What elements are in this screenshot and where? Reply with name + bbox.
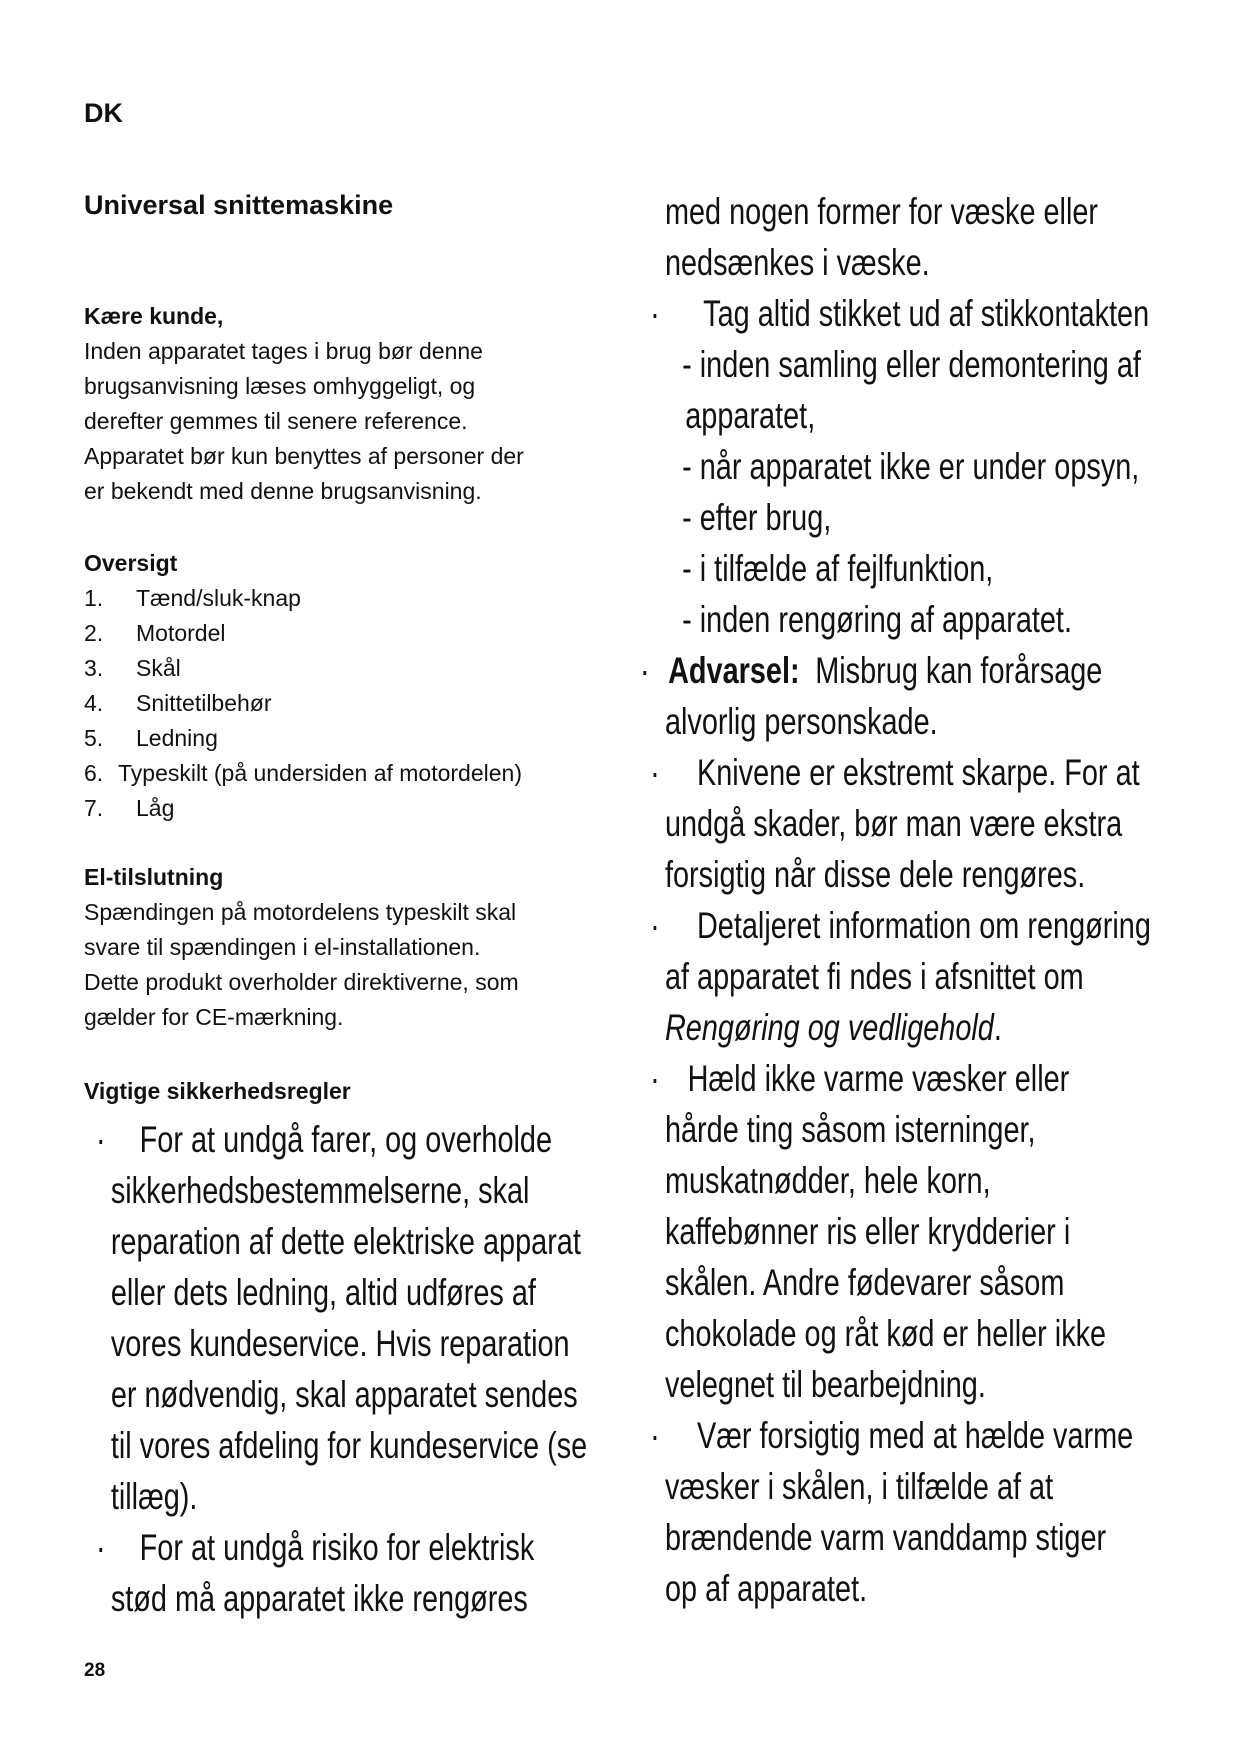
bullet: ·: [650, 1415, 660, 1456]
safety-text-line: tillæg).: [110, 1476, 198, 1517]
safety-text-line: muskatnødder, hele korn,: [664, 1160, 991, 1201]
overview-section: [84, 546, 604, 826]
language-label: DK: [84, 98, 123, 128]
page-title: Universal snittemaskine: [84, 190, 394, 220]
safety-section: [84, 1074, 604, 1109]
safety-text-line: med nogen former for væske eller: [664, 191, 1099, 232]
item-label: Skål: [136, 655, 181, 681]
greeting-line: Inden apparatet tages i brug bør denne: [84, 338, 483, 364]
safety-left-column: [96, 1114, 587, 1624]
electric-line: Spændingen på motordelens typeskilt skal: [84, 899, 517, 925]
list-item: [84, 721, 604, 756]
electric-line: svare til spændingen i el-installationen.: [84, 934, 481, 960]
safety-text-line: stød må apparatet ikke rengøres: [110, 1578, 528, 1619]
bullet: ·: [650, 293, 660, 334]
greeting-line: derefter gemmes til senere reference.: [84, 408, 468, 434]
list-item: [84, 791, 604, 826]
safety-text-line: væsker i skålen, i tilfælde af at: [664, 1466, 1054, 1507]
item-number: 2.: [84, 620, 104, 646]
safety-text-line: · Vær forsigtig med at hælde varme: [640, 1410, 1151, 1461]
safety-text-line: sikkerhedsbestemmelserne, skal: [110, 1170, 530, 1211]
safety-text-line: brændende varm vanddamp stiger: [664, 1517, 1107, 1558]
safety-text-line: forsigtig når disse dele rengøres.: [664, 854, 1086, 895]
safety-title: Vigtige sikkerhedsregler: [84, 1078, 351, 1104]
item-label: Typeskilt (på undersiden af motordelen): [118, 760, 522, 786]
bullet: ·: [96, 1119, 106, 1160]
safety-text-line: · For at undgå risiko for elektrisk: [96, 1522, 587, 1573]
safety-text-line: alvorlig personskade.: [664, 701, 938, 742]
safety-text-line: af apparatet fi ndes i afsnittet om: [664, 956, 1084, 997]
item-number: 6.: [84, 760, 104, 786]
item-number: 1.: [84, 585, 104, 611]
greeting-line: Apparatet bør kun benyttes af personer der: [84, 443, 524, 469]
section-reference: Rengøring og vedligehold: [664, 1007, 994, 1048]
list-item: [84, 616, 604, 651]
safety-text-line: hårde ting såsom isterninger,: [664, 1109, 1036, 1150]
greeting-line: brugsanvisning læses omhyggeligt, og: [84, 373, 476, 399]
safety-text-line: velegnet til bearbejdning.: [664, 1364, 986, 1405]
item-number: 3.: [84, 655, 104, 681]
item-label: Motordel: [136, 620, 226, 646]
safety-text-line: chokolade og råt kød er heller ikke: [664, 1313, 1107, 1354]
item-label: Snittetilbehør: [136, 690, 272, 716]
list-item: [84, 756, 604, 791]
item-number: 7.: [84, 795, 104, 821]
safety-text-line: eller dets ledning, altid udføres af: [110, 1272, 536, 1313]
list-item: [84, 686, 604, 721]
safety-text-line: apparatet,: [685, 395, 816, 436]
safety-right-column: [640, 186, 1151, 1614]
item-label: Tænd/sluk-knap: [136, 585, 301, 611]
greeting-section: [84, 299, 604, 509]
electric-title: El-tilslutning: [84, 864, 224, 890]
safety-text-line: - i tilfælde af fejlfunktion,: [682, 548, 994, 589]
safety-text-line: kaffebønner ris eller krydderier i: [664, 1211, 1071, 1252]
safety-text-line: - når apparatet ikke er under opsyn,: [682, 446, 1140, 487]
greeting-title: Kære kunde,: [84, 303, 224, 329]
safety-text-line: er nødvendig, skal apparatet sendes: [110, 1374, 578, 1415]
item-label: Låg: [136, 795, 175, 821]
safety-text-line: vores kundeservice. Hvis reparation: [110, 1323, 570, 1364]
item-number: 4.: [84, 690, 104, 716]
item-number: 5.: [84, 725, 104, 751]
page-number: 28: [84, 1660, 106, 1681]
list-item: [84, 651, 604, 686]
bullet: ·: [640, 650, 650, 691]
safety-text-line: · Knivene er ekstremt skarpe. For at: [640, 747, 1151, 798]
safety-text-line: · Detaljeret information om rengøring: [640, 900, 1151, 951]
safety-text-line: reparation af dette elektriske apparat: [110, 1221, 581, 1262]
safety-text-line: · Tag altid stikket ud af stikkontakten: [640, 288, 1151, 339]
warning-label: Advarsel:: [668, 650, 800, 691]
safety-text-line: - efter brug,: [682, 497, 832, 538]
electric-line: gælder for CE-mærkning.: [84, 1004, 344, 1030]
list-item: [84, 581, 604, 616]
item-label: Ledning: [136, 725, 218, 751]
safety-text-line: - inden rengøring af apparatet.: [682, 599, 1072, 640]
safety-text-line: skålen. Andre fødevarer såsom: [664, 1262, 1065, 1303]
safety-text-line: · Hæld ikke varme væsker eller: [640, 1053, 1151, 1104]
safety-text-line: - inden samling eller demontering af: [682, 344, 1141, 385]
safety-text-line: op af apparatet.: [664, 1568, 868, 1609]
overview-title: Oversigt: [84, 550, 178, 576]
overview-list: [84, 581, 604, 826]
bullet: ·: [650, 1058, 660, 1099]
safety-text-line: · Advarsel: Misbrug kan forårsage: [640, 645, 1151, 696]
electric-section: [84, 860, 604, 1035]
safety-text-line: nedsænkes i væske.: [664, 242, 930, 283]
electric-line: Dette produkt overholder direktiverne, som: [84, 969, 519, 995]
greeting-line: er bekendt med denne brugsanvisning.: [84, 478, 482, 504]
bullet: ·: [650, 752, 660, 793]
bullet: ·: [650, 905, 660, 946]
safety-text-line: · For at undgå farer, og overholde: [96, 1114, 587, 1165]
safety-text-line: Rengøring og vedligehold.: [664, 1007, 1002, 1048]
bullet: ·: [96, 1527, 106, 1568]
safety-text-line: til vores afdeling for kundeservice (se: [110, 1425, 588, 1466]
safety-text-line: undgå skader, bør man være ekstra: [664, 803, 1123, 844]
